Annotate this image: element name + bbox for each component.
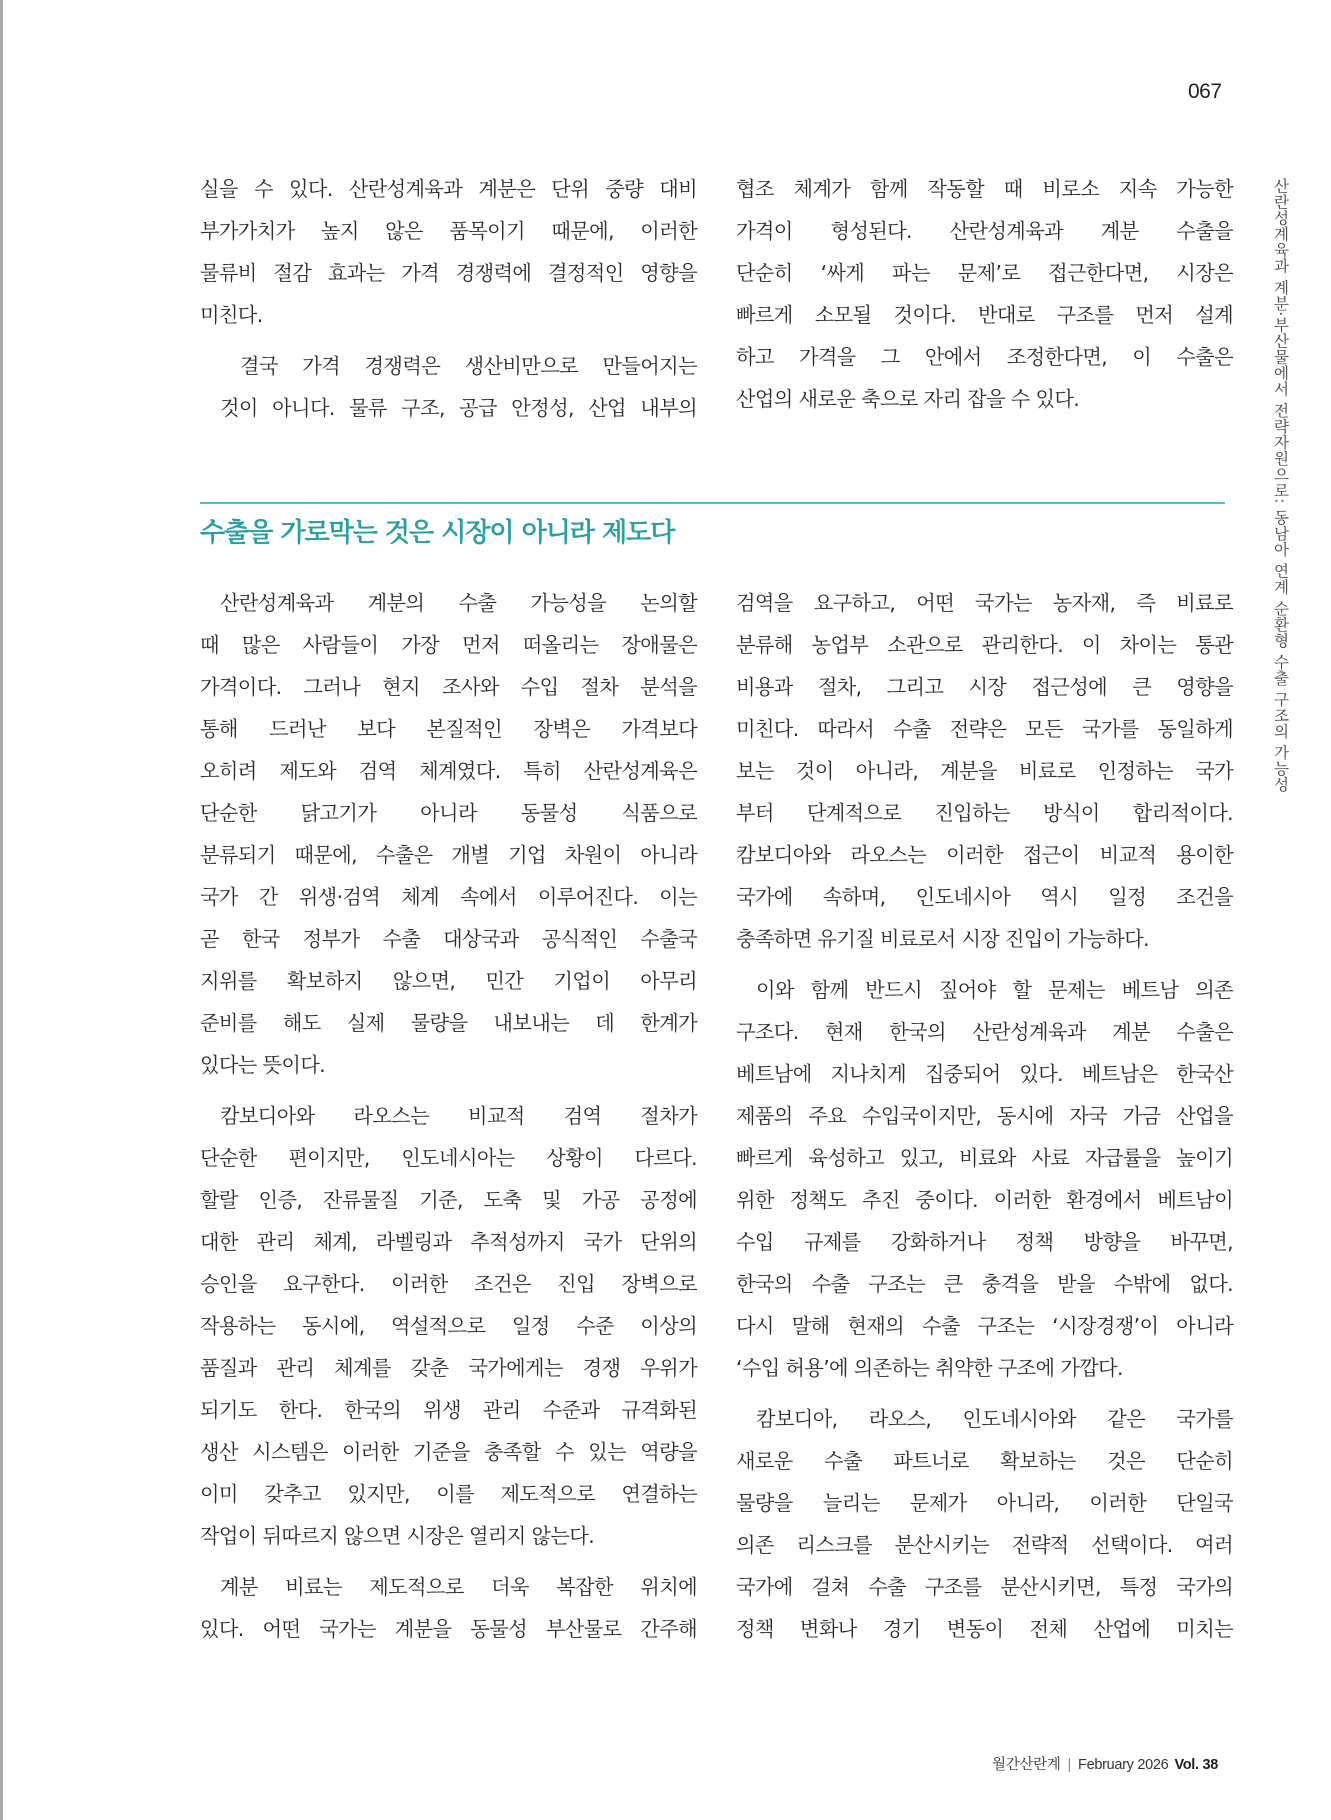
paragraph [200,582,697,1086]
text-line: 캄보디아와 라오스는 이러한 접근이 비교적 용이한 [736,843,1233,867]
volume-number: Vol. 38 [1174,1757,1219,1773]
text-line: 계분 비료는 제도적으로 더욱 복잡한 위치에 [220,1575,697,1599]
text-line: 미친다. 따라서 수출 전략은 모든 국가를 동일하게 [736,717,1233,741]
text-line: 실을 수 있다. 산란성계육과 계분은 단위 중량 대비 [200,177,697,201]
text-line: 한국의 수출 구조는 큰 충격을 받을 수밖에 없다. [736,1272,1233,1296]
page-edge-line [0,0,3,1820]
text-line: 대한 관리 체계, 라벨링과 추적성까지 국가 단위의 [200,1230,697,1254]
text-line: 있다는 뜻이다. [200,1053,326,1077]
paragraph [200,168,697,336]
text-line: 가격이다. 그러나 현지 조사와 수입 절차 분석을 [200,675,697,699]
text-line: 통해 드러난 보다 본질적인 장벽은 가격보다 [200,717,697,741]
text-line: 분류되기 때문에, 수출은 개별 기업 차원이 아니라 [200,843,697,867]
text-line: 부터 단계적으로 진입하는 방식이 합리적이다. [736,801,1233,825]
text-line: 다시 말해 현재의 수출 구조는 ‘시장경쟁’이 아니라 [736,1314,1233,1338]
page-number: 067 [1188,80,1222,103]
text-line: ‘수입 허용’에 의존하는 취약한 구조에 가깝다. [736,1356,1123,1380]
section-heading: 수출을 가로막는 것은 시장이 아니라 제도다 [200,518,675,548]
text-line: 구조다. 현재 한국의 산란성계육과 계분 수출은 [736,1020,1233,1044]
text-line: 작업이 뒤따르지 않으면 시장은 열리지 않는다. [200,1524,595,1548]
text-line: 오히려 제도와 검역 체계였다. 특히 산란성계육은 [200,759,697,783]
issue-date: February 2026 [1078,1757,1169,1773]
text-line: 되기도 한다. 한국의 위생 관리 수준과 규격화된 [200,1398,697,1422]
running-side-title: 산란성계육과 계분·부산물에서 전략자원으로: 동남아 연계 순환형 수출 구조의 가능성 [1271,178,1290,793]
text-line: 물류비 절감 효과는 가격 경쟁력에 결정적인 영향을 [200,261,697,285]
text-line: 단순히 ‘싸게 파는 문제’로 접근한다면, 시장은 [736,261,1233,285]
text-line: 수입 규제를 강화하거나 정책 방향을 바꾸면, [736,1230,1233,1254]
text-line: 있다. 어떤 국가는 계분을 동물성 부산물로 간주해 [200,1617,697,1641]
top-left-column [200,168,697,429]
text-line: 국가에 속하며, 인도네시아 역시 일정 조건을 [736,885,1233,909]
text-line: 할랄 인증, 잔류물질 기준, 도축 및 가공 공정에 [200,1188,697,1212]
paragraph [200,1566,697,1650]
paragraph [200,345,697,429]
text-line: 하고 가격을 그 안에서 조정한다면, 이 수출은 [736,345,1233,369]
text-line: 의존 리스크를 분산시키는 전략적 선택이다. 여러 [736,1533,1233,1557]
paragraph [736,582,1233,960]
text-line: 분류해 농업부 소관으로 관리한다. 이 차이는 통관 [736,633,1233,657]
text-line: 지위를 확보하지 않으면, 민간 기업이 아무리 [200,969,697,993]
text-line: 비용과 절차, 그리고 시장 접근성에 큰 영향을 [736,675,1233,699]
text-line: 제품의 주요 수입국이지만, 동시에 자국 가금 산업을 [736,1104,1233,1128]
text-line: 단순한 편이지만, 인도네시아는 상황이 다르다. [200,1146,697,1170]
text-line: 준비를 해도 실제 물량을 내보내는 데 한계가 [200,1011,697,1035]
text-line: 단순한 닭고기가 아니라 동물성 식품으로 [200,801,697,825]
text-line: 부가가치가 높지 않은 품목이기 때문에, 이러한 [200,219,697,243]
top-right-column [736,168,1233,420]
paragraph [736,969,1233,1389]
text-line: 승인을 요구한다. 이러한 조건은 진입 장벽으로 [200,1272,697,1296]
text-line: 보는 것이 아니라, 계분을 비료로 인정하는 국가 [736,759,1233,783]
footer-separator: | [1067,1757,1072,1773]
paragraph [200,1095,697,1557]
text-line: 때 많은 사람들이 가장 먼저 떠올리는 장애물은 [200,633,697,657]
text-line: 산업의 새로운 축으로 자리 잡을 수 있다. [736,387,1080,411]
paragraph [736,168,1233,420]
text-line: 미친다. [200,303,263,327]
text-line: 협조 체계가 함께 작동할 때 비로소 지속 가능한 [736,177,1233,201]
text-line: 이미 갖추고 있지만, 이를 제도적으로 연결하는 [200,1482,697,1506]
text-line: 가격이 형성된다. 산란성계육과 계분 수출을 [736,219,1233,243]
text-line: 빠르게 소모될 것이다. 반대로 구조를 먼저 설계 [736,303,1233,327]
text-line: 품질과 관리 체계를 갖춘 국가에게는 경쟁 우위가 [200,1356,697,1380]
text-line: 캄보디아와 라오스는 비교적 검역 절차가 [220,1104,697,1128]
section-left-column [200,582,697,1650]
text-line: 정책 변화나 경기 변동이 전체 산업에 미치는 [736,1617,1233,1641]
text-line: 생산 시스템은 이러한 기준을 충족할 수 있는 역량을 [200,1440,697,1464]
text-line: 베트남에 지나치게 집중되어 있다. 베트남은 한국산 [736,1062,1233,1086]
text-line: 빠르게 육성하고 있고, 비료와 사료 자급률을 높이기 [736,1146,1233,1170]
text-line: 물량을 늘리는 문제가 아니라, 이러한 단일국 [736,1491,1233,1515]
text-line: 위한 정책도 추진 중이다. 이러한 환경에서 베트남이 [736,1188,1233,1212]
text-line: 산란성계육과 계분의 수출 가능성을 논의할 [220,591,697,615]
page-footer [992,1753,1218,1774]
section-divider [200,502,1225,504]
text-line: 충족하면 유기질 비료로서 시장 진입이 가능하다. [736,927,1149,951]
text-line: 검역을 요구하고, 어떤 국가는 농자재, 즉 비료로 [736,591,1233,615]
text-line: 캄보디아, 라오스, 인도네시아와 같은 국가를 [756,1407,1233,1431]
paragraph [736,1398,1233,1650]
text-line: 국가 간 위생·검역 체계 속에서 이루어진다. 이는 [200,885,697,909]
text-line: 작용하는 동시에, 역설적으로 일정 수준 이상의 [200,1314,697,1338]
text-line: 곧 한국 정부가 수출 대상국과 공식적인 수출국 [200,927,697,951]
magazine-name: 월간산란계 [992,1757,1061,1773]
text-line: 새로운 수출 파트너로 확보하는 것은 단순히 [736,1449,1233,1473]
section-right-column [736,582,1233,1650]
text-line: 이와 함께 반드시 짚어야 할 문제는 베트남 의존 [756,978,1233,1002]
text-line: 것이 아니다. 물류 구조, 공급 안정성, 산업 내부의 [220,396,697,420]
text-line: 국가에 걸쳐 수출 구조를 분산시키면, 특정 국가의 [736,1575,1233,1599]
text-line: 결국 가격 경쟁력은 생산비만으로 만들어지는 [240,354,697,378]
